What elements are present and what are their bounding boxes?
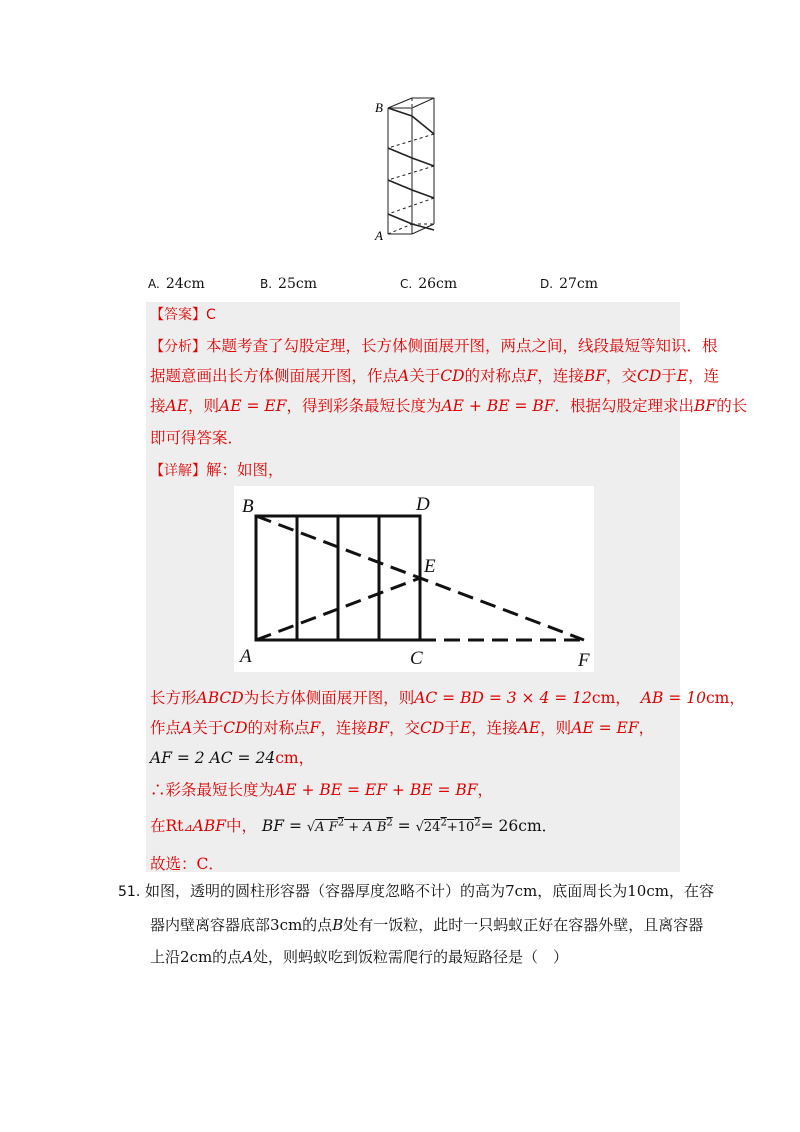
rect-label-e: E (424, 556, 436, 577)
choice-b: B. 25cm (260, 276, 317, 292)
prism-label-a: A (375, 228, 383, 242)
question-51-line-2: 器内壁离容器底部3cm的点B处有一饭粒，此时一只蚂蚁正好在容器外壁，且离容器 (150, 916, 704, 934)
solution-line-4: ∴彩条最短长度为AE + BE = EF + BE = BF， (150, 781, 494, 799)
rect-label-c: C (410, 648, 423, 669)
solution-line-2: 作点A关于CD的对称点F，连接BF，交CD于E，连接AE，则AE = EF， (150, 719, 655, 737)
choice-a: A. 24cm (148, 276, 205, 292)
analysis-line-1: 【分析】本题考查了勾股定理，长方体侧面展开图，两点之间，线段最短等知识．根 (150, 337, 718, 355)
solution-line-1: 长方形ABCD为长方体侧面展开图，则AC = BD = 3 × 4 = 12cm， AB = 10cm， (150, 689, 745, 707)
rect-label-a: A (240, 646, 252, 667)
prism-figure (372, 92, 472, 242)
answer-line: 【答案】C (150, 307, 216, 323)
prism-label-b: B (375, 100, 383, 115)
unfolded-rectangle-figure (234, 486, 594, 672)
rect-label-f: F (578, 650, 590, 671)
answer-choices (148, 276, 748, 296)
solution-line-5: 在Rt⊿ABF中， BF = √A $F^2 + A$ $B^2 = √24^2+10^2= 26cm$． (150, 817, 558, 835)
question-51-line-1: 51. 如图，透明的圆柱形容器（容器厚度忽略不计）的高为7cm，底面周长为10cm，在容 (118, 882, 714, 900)
rect-label-d: D (416, 494, 430, 515)
solution-line-3: AF = 2 AC = 24cm， (150, 749, 315, 767)
choice-d: D. 27cm (540, 276, 598, 292)
detail-line: 【详解】解：如图， (150, 461, 284, 479)
analysis-line-2: 据题意画出长方体侧面展开图，作点A关于CD的对称点F，连接BF，交CD于E，连 (150, 367, 720, 385)
question-51-line-3: 上沿2cm的点A处，则蚂蚁吃到饭粒需爬行的最短路径是（ ） (150, 948, 569, 966)
solution-line-6: 故选：C． (150, 855, 224, 873)
choice-c: C. 26cm (400, 276, 458, 292)
rect-label-b: B (242, 496, 254, 517)
analysis-line-4: 即可得答案． (150, 429, 244, 447)
analysis-line-3: 接AE，则AE = EF，得到彩条最短长度为AE + BE = BF．根据勾股定理求出BF的长 (150, 397, 748, 415)
